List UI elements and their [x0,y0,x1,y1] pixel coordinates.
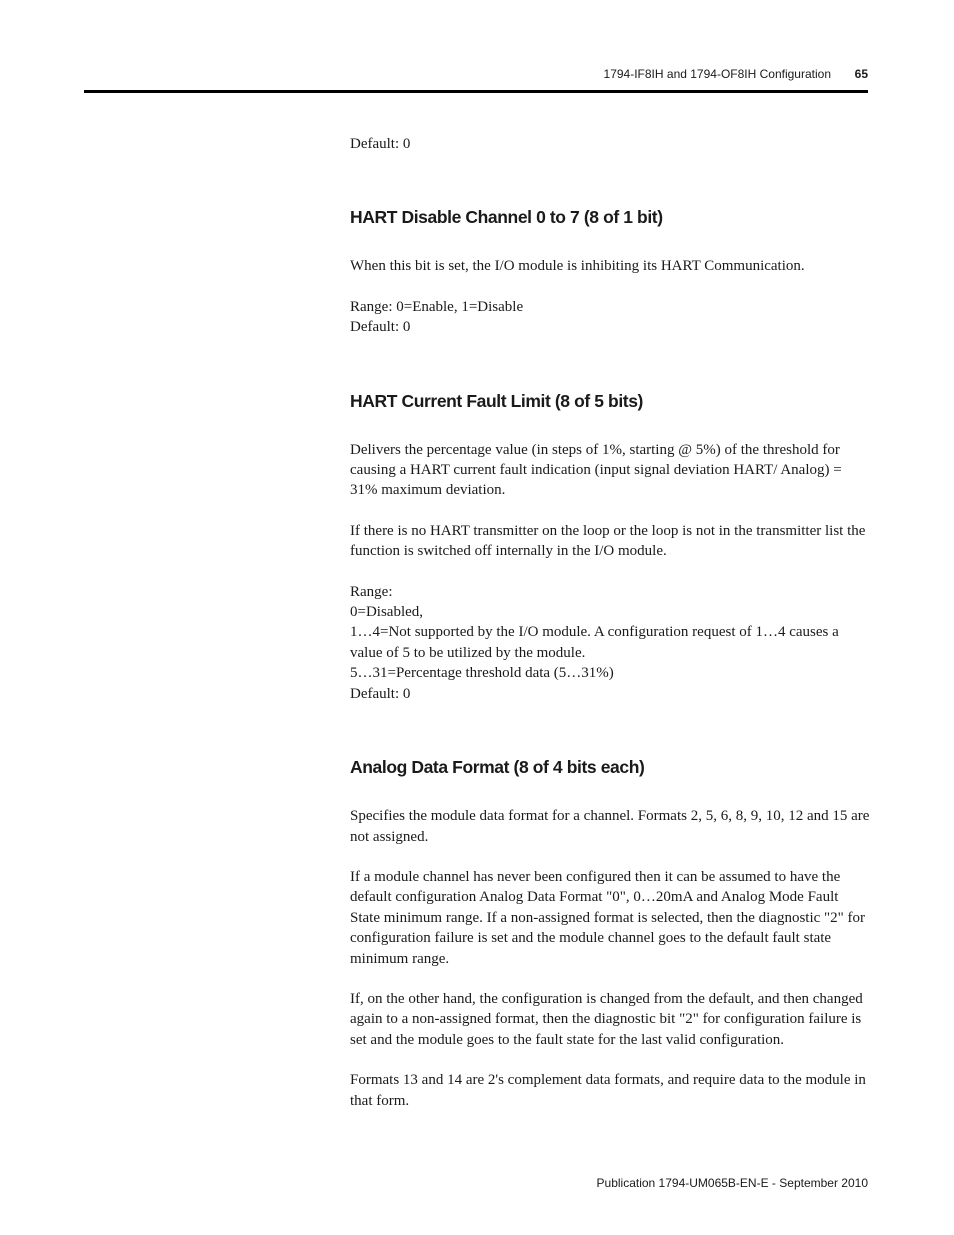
data-format-description: Specifies the module data format for a channel. Formats 2, 5, 6, 8, 9, 10, 12 and 15 are not assigned. [350,808,870,845]
intro-default: Default: 0 [350,136,411,152]
data-format-default-config: If a module channel has never been configured then it can be assumed to have the default configuration Analog Data Format "0", 0…20mA and Analog Mode Fault State minimum range. If a non-assigned format is selected, then the diagnostic "2" for configuration failure is set and the module channel goes to the default fault state minimum range. [350,868,866,967]
section-heading-hart-fault-limit: HART Current Fault Limit (8 of 5 bits) [350,390,643,411]
fault-limit-range-block [350,582,870,704]
page-number: 65 [854,67,868,81]
page-content [350,134,870,1111]
data-format-changed-config: If, on the other hand, the configuration is changed from the default, and then changed again to a non-assigned format, then the diagnostic bit "2" for configuration failure is set and the module goes to the fault state for the last valid configuration. [350,990,863,1048]
hart-disable-default: Default: 0 [350,319,411,336]
data-format-complement: Formats 13 and 14 are 2's complement data formats, and require data to the module in that form. [350,1072,866,1109]
fault-limit-range-0: 0=Disabled, [350,604,424,621]
header-title: 1794-IF8IH and 1794-OF8IH Configuration [603,67,831,81]
page-footer: Publication 1794-UM065B-EN-E - September 2010 [596,1176,868,1190]
section-heading-analog-data-format: Analog Data Format (8 of 4 bits each) [350,757,645,778]
hart-disable-range-block [350,297,870,338]
fault-limit-description: Delivers the percentage value (in steps of 1%, starting @ 5%) of the threshold for causing a HART current fault indication (input signal deviation HART/ Analog) = 31% maximum deviation. [350,441,842,499]
fault-limit-range-2: 5…31=Percentage threshold data (5…31%) [350,665,614,682]
fault-limit-range-1: 1…4=Not supported by the I/O module. A configuration request of 1…4 causes a value of 5 to be utilized by the module. [350,624,839,661]
fault-limit-note: If there is no HART transmitter on the loop or the loop is not in the transmitter list the function is switched off internally in the I/O module. [350,522,866,560]
page-header [84,60,868,93]
fault-limit-range-label: Range: [350,583,393,600]
section-heading-hart-disable: HART Disable Channel 0 to 7 (8 of 1 bit) [350,207,663,228]
fault-limit-default: Default: 0 [350,685,411,702]
hart-disable-description: When this bit is set, the I/O module is inhibiting its HART Communication. [350,258,805,275]
hart-disable-range: Range: 0=Enable, 1=Disable [350,298,524,315]
